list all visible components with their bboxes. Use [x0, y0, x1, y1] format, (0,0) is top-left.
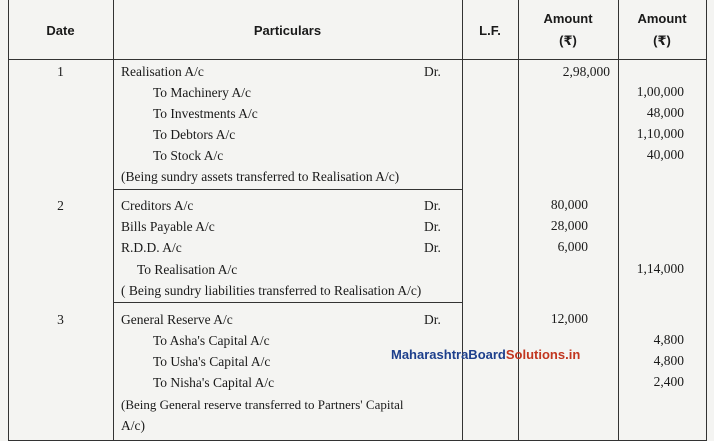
- header-amount-dr: Amount: [543, 11, 593, 26]
- table-right-border: [706, 0, 707, 441]
- narration: (Being sundry assets transferred to Realisation A/c): [121, 169, 400, 184]
- entry-divider: [113, 302, 463, 303]
- credit-account: To Usha's Capital A/c: [153, 354, 271, 369]
- credit-amount: 40,000: [646, 147, 684, 162]
- dr-marker: Dr.: [424, 198, 441, 213]
- credit-amount: 2,400: [653, 374, 684, 389]
- credit-account: To Debtors A/c: [153, 127, 236, 142]
- credit-amount: 4,800: [653, 332, 684, 347]
- entry-date: 2: [57, 198, 64, 213]
- debit-amount: 2,98,000: [562, 64, 610, 79]
- column-divider: [113, 0, 114, 441]
- header-amount-cr-unit: (₹): [653, 33, 671, 48]
- credit-account: To Nisha's Capital A/c: [153, 375, 275, 390]
- credit-amount: 48,000: [646, 105, 684, 120]
- debit-account: R.D.D. A/c: [121, 240, 182, 255]
- header-amount-cr: Amount: [637, 11, 687, 26]
- credit-account: To Stock A/c: [153, 148, 224, 163]
- header-divider: [8, 59, 707, 60]
- credit-amount: 1,00,000: [636, 84, 684, 99]
- narration-continued: A/c): [121, 418, 145, 433]
- entry-date: 1: [57, 64, 64, 79]
- header-amount-dr-unit: (₹): [559, 33, 577, 48]
- dr-marker: Dr.: [424, 312, 441, 327]
- column-divider: [462, 0, 463, 441]
- credit-account: To Asha's Capital A/c: [153, 333, 270, 348]
- credit-amount: 4,800: [653, 353, 684, 368]
- dr-marker: Dr.: [424, 219, 441, 234]
- entry-date: 3: [57, 312, 64, 327]
- dr-marker: Dr.: [424, 64, 441, 79]
- credit-amount: 1,14,000: [636, 261, 684, 276]
- debit-account: Bills Payable A/c: [121, 219, 215, 234]
- watermark-text: MaharashtraBoardSolutions.in: [391, 347, 581, 362]
- header-particulars: Particulars: [253, 23, 322, 38]
- credit-account: To Realisation A/c: [137, 262, 238, 277]
- debit-account: General Reserve A/c: [121, 312, 233, 327]
- debit-account: Realisation A/c: [121, 64, 204, 79]
- credit-account: To Machinery A/c: [153, 85, 252, 100]
- debit-amount: 80,000: [550, 197, 588, 212]
- header-date: Date: [46, 23, 75, 38]
- debit-account: Creditors A/c: [121, 198, 194, 213]
- debit-amount: 12,000: [550, 311, 588, 326]
- credit-account: To Investments A/c: [153, 106, 258, 121]
- narration: (Being General reserve transferred to Partners' Capital: [121, 397, 404, 412]
- debit-amount: 6,000: [557, 239, 588, 254]
- header-lf: L.F.: [479, 23, 501, 38]
- dr-marker: Dr.: [424, 240, 441, 255]
- narration: ( Being sundry liabilities transferred to Realisation A/c): [121, 283, 422, 298]
- credit-amount: 1,10,000: [636, 126, 684, 141]
- entry-divider: [113, 189, 463, 190]
- debit-amount: 28,000: [550, 218, 588, 233]
